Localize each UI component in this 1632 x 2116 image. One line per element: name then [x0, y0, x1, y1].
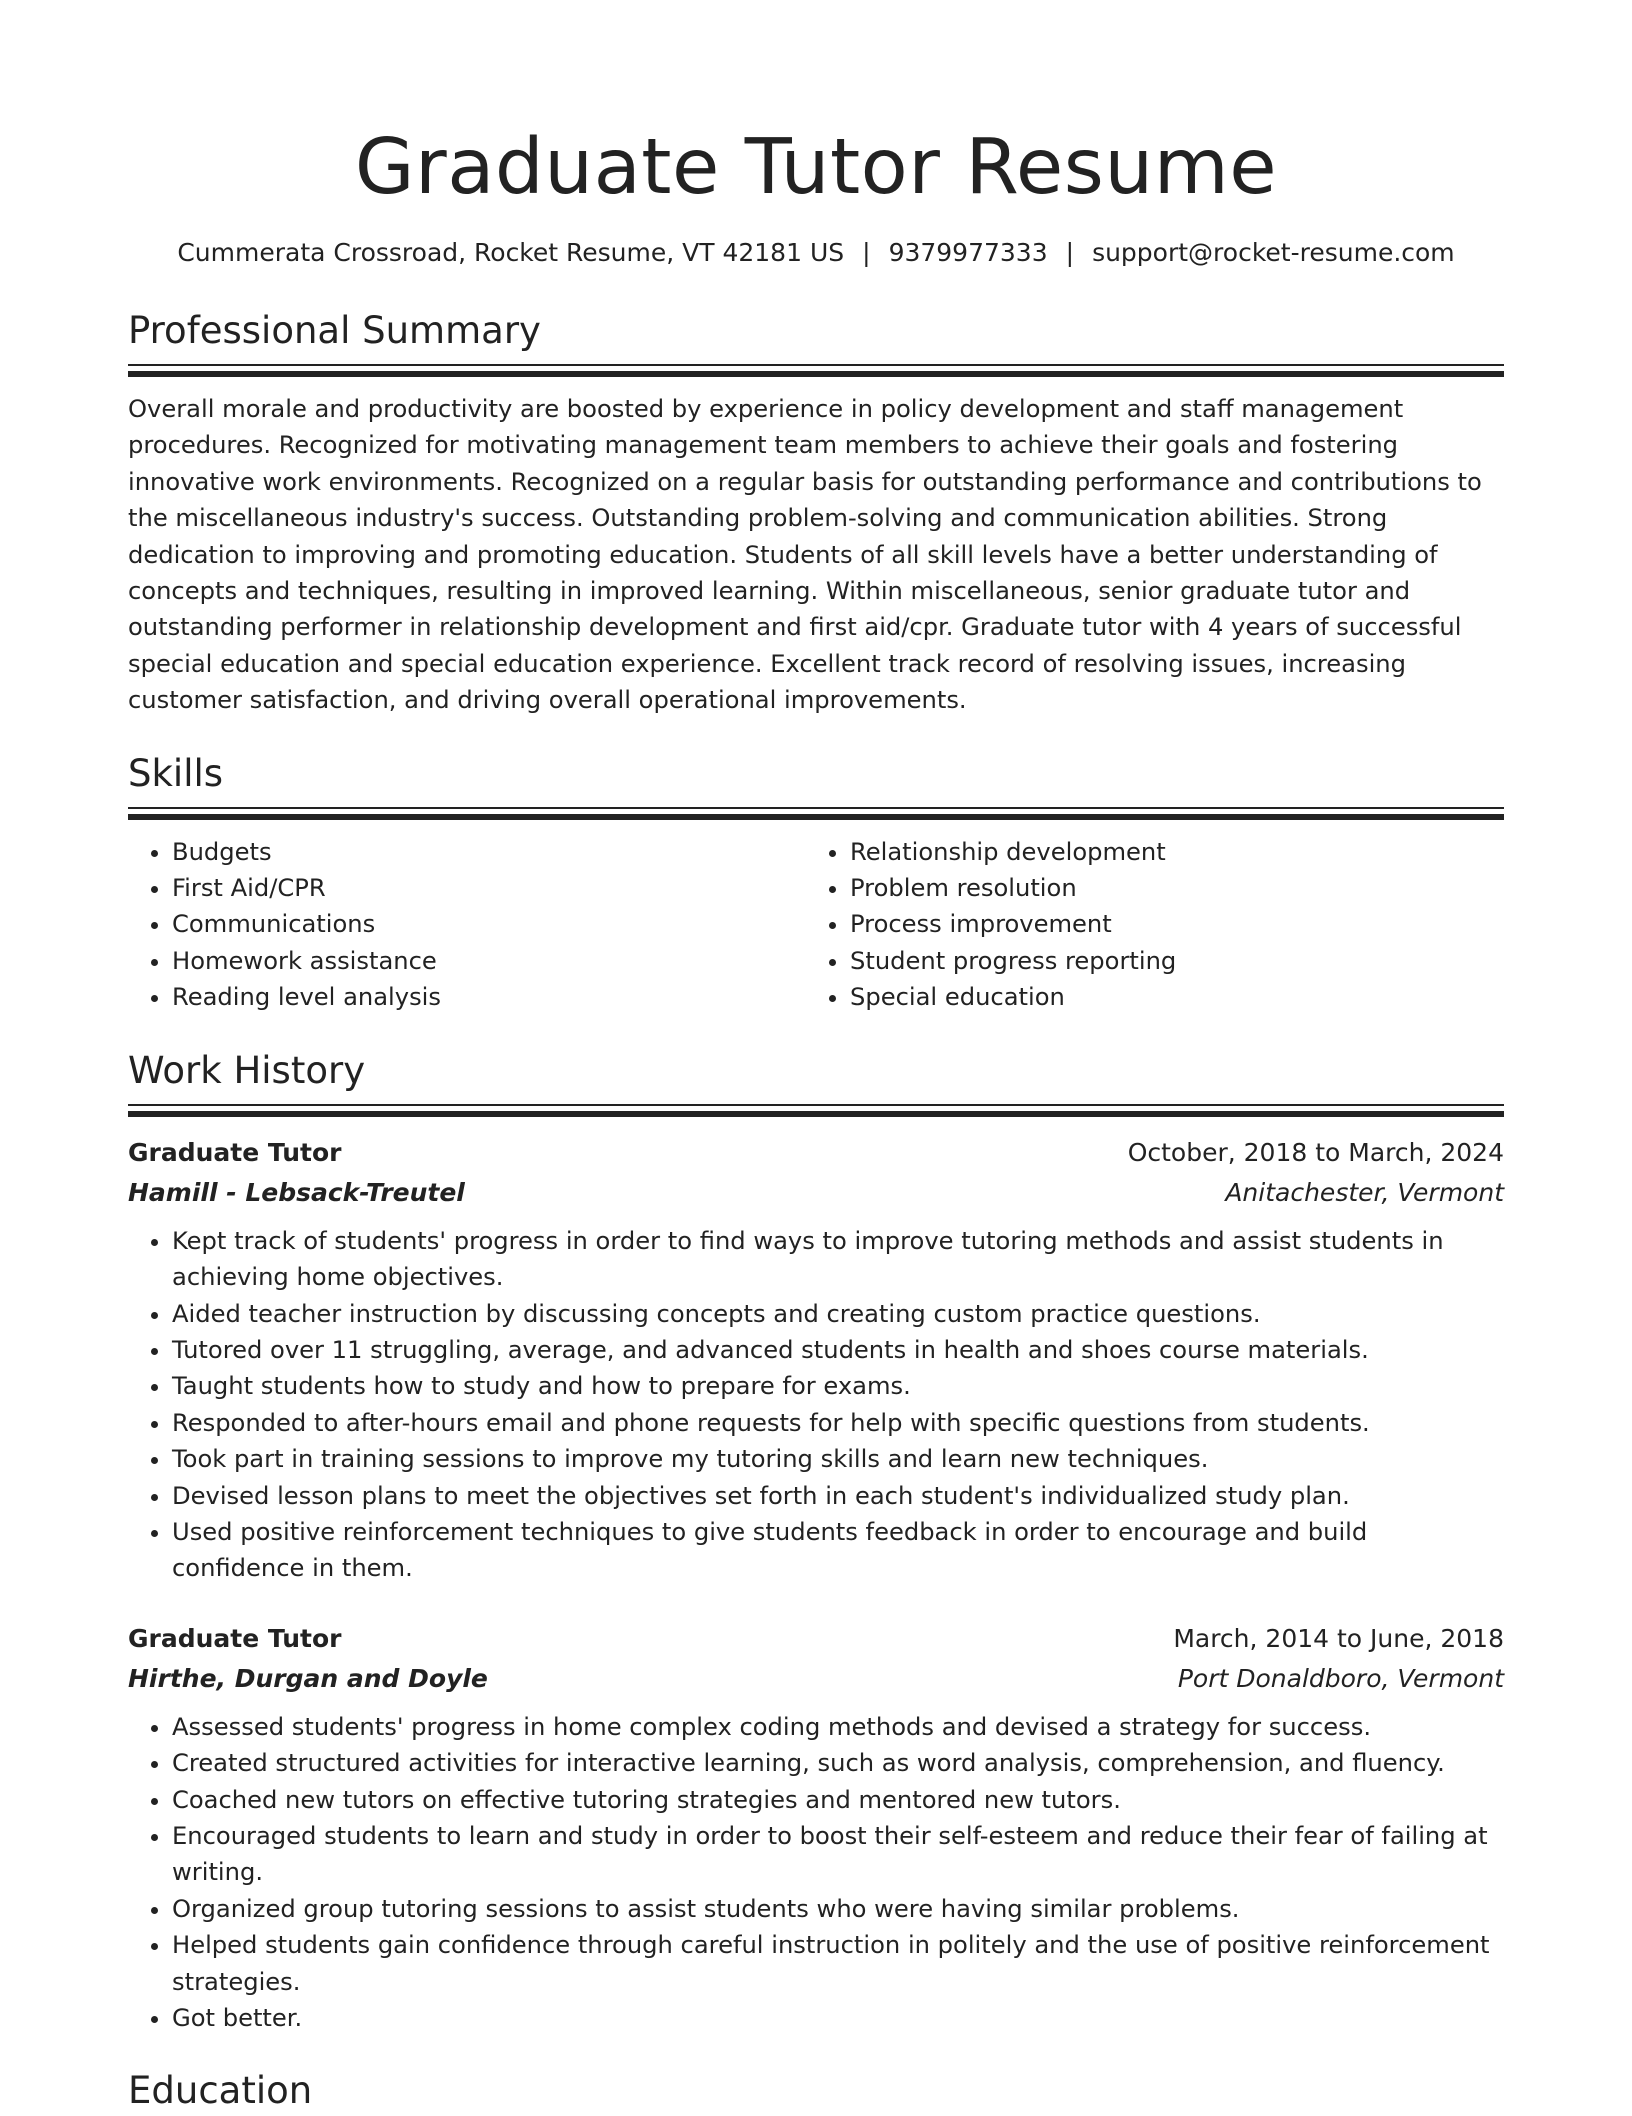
job-dates: March, 2014 to June, 2018 — [1173, 1623, 1504, 1653]
section-divider — [128, 364, 1504, 377]
skills-list-right — [806, 834, 1484, 1016]
skill-item: • Special education — [850, 979, 1484, 1015]
contact-email: support@rocket-resume.com — [1092, 238, 1455, 267]
skill-item: • Homework assistance — [172, 943, 806, 979]
job-dates: October, 2018 to March, 2024 — [1127, 1137, 1504, 1167]
job-employer-row — [128, 1173, 1504, 1213]
job-title: Graduate Tutor — [128, 1137, 342, 1167]
job-entry — [128, 1619, 1504, 2037]
skills-section — [128, 749, 1504, 1016]
job-duty-item: • Organized group tutoring sessions to assist students who were having similar problems. — [172, 1891, 1504, 1927]
job-duty-item: • Taught students how to study and how to prepare for exams. — [172, 1368, 1504, 1404]
job-duty-item: • Took part in training sessions to improve my tutoring skills and learn new techniques. — [172, 1441, 1504, 1477]
skill-item: • Budgets — [172, 834, 806, 870]
job-duty-item: • Assessed students' progress in home complex coding methods and devised a strategy for success. — [172, 1709, 1504, 1745]
section-heading-skills: Skills — [128, 751, 224, 795]
job-duty-item: • Created structured activities for interactive learning, such as word analysis, comprehension, and fluency. — [172, 1745, 1504, 1781]
section-divider — [128, 807, 1504, 820]
job-duty-item: • Helped students gain confidence through careful instruction in politely and the use of positive reinforcement strategies. — [172, 1927, 1504, 2000]
job-duty-item: • Devised lesson plans to meet the objectives set forth in each student's individualized study plan. — [172, 1478, 1504, 1514]
job-duties-list — [128, 1223, 1504, 1587]
section-divider — [128, 1104, 1504, 1117]
contact-separator: | — [1065, 238, 1075, 267]
skills-list-left — [128, 834, 806, 1016]
work-history-section — [128, 1046, 1504, 2037]
contact-separator: | — [862, 238, 871, 267]
job-header-row — [128, 1619, 1504, 1659]
skill-item: • First Aid/CPR — [172, 870, 806, 906]
job-duty-item: • Coached new tutors on effective tutoring strategies and mentored new tutors. — [172, 1782, 1504, 1818]
skills-columns — [128, 834, 1504, 1016]
professional-summary-section — [128, 306, 1504, 719]
job-duties-list — [128, 1709, 1504, 2037]
section-heading-work: Work History — [128, 1048, 366, 1092]
skill-item: • Process improvement — [850, 906, 1484, 942]
job-title: Graduate Tutor — [128, 1623, 342, 1653]
summary-text: Overall morale and productivity are boosted by experience in policy development and staff management procedures. Recognized for motivating management team members to achieve their goals and fostering innovative work environments. Recognized on a regular basis for outstanding performance and contributions to the miscellaneous industry's success. Outstanding problem-solving and communication abilities. Strong dedication to improving and promoting education. Students of all skill levels have a better understanding of concepts and techniques, resulting in improved learning. Within miscellaneous, senior graduate tutor and outstanding performer in relationship development and first aid/cpr. Graduate tutor with 4 years of successful special education and special education experience. Excellent track record of resolving issues, increasing customer satisfaction, and driving overall operational improvements. — [128, 395, 1482, 715]
job-entry — [128, 1133, 1504, 1587]
resume-page — [128, 0, 1504, 2116]
job-header-row — [128, 1133, 1504, 1173]
contact-address: Cummerata Crossroad, Rocket Resume, VT 42181 US — [177, 238, 845, 267]
contact-line — [128, 236, 1504, 270]
job-duty-item: • Kept track of students' progress in order to find ways to improve tutoring methods and assist students in achieving home objectives. — [172, 1223, 1504, 1296]
contact-phone: 9379977333 — [888, 238, 1048, 267]
job-location: Anitachester, Vermont — [1225, 1177, 1504, 1207]
skill-item: • Problem resolution — [850, 870, 1484, 906]
skill-item: • Student progress reporting — [850, 943, 1484, 979]
job-duty-item: • Aided teacher instruction by discussing concepts and creating custom practice questions. — [172, 1296, 1504, 1332]
job-location: Port Donaldboro, Vermont — [1177, 1663, 1504, 1693]
job-duty-item: • Encouraged students to learn and study in order to boost their self-esteem and reduce their fear of failing at writing. — [172, 1818, 1504, 1891]
section-heading-summary: Professional Summary — [128, 309, 541, 352]
job-duty-item: • Tutored over 11 struggling, average, and advanced students in health and shoes course materials. — [172, 1332, 1504, 1368]
job-company: Hamill - Lebsack-Treutel — [128, 1177, 465, 1207]
job-company: Hirthe, Durgan and Doyle — [128, 1663, 488, 1693]
skill-item: • Relationship development — [850, 834, 1484, 870]
resume-title: Graduate Tutor Resume — [354, 123, 1278, 212]
education-section — [128, 2066, 1504, 2116]
job-duty-item: • Responded to after-hours email and phone requests for help with specific questions from students. — [172, 1405, 1504, 1441]
skill-item: • Reading level analysis — [172, 979, 806, 1015]
skill-item: • Communications — [172, 906, 806, 942]
section-heading-education: Education — [128, 2069, 313, 2113]
job-duty-item: • Used positive reinforcement techniques to give students feedback in order to encourage and build confidence in them. — [172, 1514, 1504, 1587]
job-employer-row — [128, 1659, 1504, 1699]
job-duty-item: • Got better. — [172, 2000, 1504, 2036]
